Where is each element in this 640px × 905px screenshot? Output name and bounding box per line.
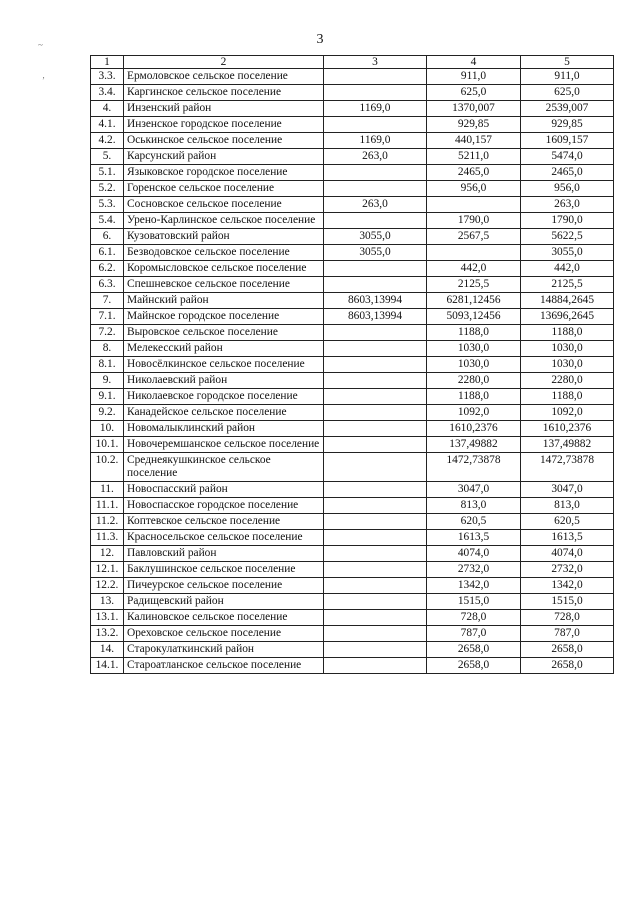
- column-3-value: 3055,0: [324, 229, 427, 245]
- municipality-name: Безводовское сельское поселение: [124, 245, 324, 261]
- row-number: 5.4.: [91, 213, 124, 229]
- table-row: [91, 229, 614, 245]
- column-4-value: 1613,5: [427, 530, 521, 546]
- column-5-total: 1610,2376: [521, 421, 614, 437]
- column-4-value: [427, 245, 521, 261]
- column-3-value: [324, 421, 427, 437]
- municipality-name: Карсунский район: [124, 149, 324, 165]
- row-number: 12.2.: [91, 578, 124, 594]
- municipality-name: Инзенское городское поселение: [124, 117, 324, 133]
- column-3-value: [324, 642, 427, 658]
- row-number: 8.1.: [91, 357, 124, 373]
- column-4-value: 137,49882: [427, 437, 521, 453]
- municipality-name: Баклушинское сельское поселение: [124, 562, 324, 578]
- municipality-name: Коптевское сельское поселение: [124, 514, 324, 530]
- row-number: 10.1.: [91, 437, 124, 453]
- column-3-value: [324, 405, 427, 421]
- column-5-total: 1790,0: [521, 213, 614, 229]
- column-5-total: 2280,0: [521, 373, 614, 389]
- column-5-total: 2465,0: [521, 165, 614, 181]
- table-row: [91, 562, 614, 578]
- column-4-value: 1370,007: [427, 101, 521, 117]
- column-3-value: 263,0: [324, 197, 427, 213]
- column-3-value: [324, 530, 427, 546]
- column-3-value: [324, 373, 427, 389]
- column-5-total: 3047,0: [521, 482, 614, 498]
- table-row: [91, 610, 614, 626]
- column-5-total: 1613,5: [521, 530, 614, 546]
- row-number: 9.2.: [91, 405, 124, 421]
- table-row: [91, 373, 614, 389]
- column-5-total: 1342,0: [521, 578, 614, 594]
- column-4-value: 620,5: [427, 514, 521, 530]
- column-5-total: 1609,157: [521, 133, 614, 149]
- column-4-value: 1030,0: [427, 357, 521, 373]
- municipality-name: Староатланское сельское поселение: [124, 658, 324, 674]
- table-row: [91, 325, 614, 341]
- column-3-value: 263,0: [324, 149, 427, 165]
- row-number: 7.2.: [91, 325, 124, 341]
- table-row: [91, 245, 614, 261]
- column-4-value: 2465,0: [427, 165, 521, 181]
- column-4-value: 1188,0: [427, 325, 521, 341]
- column-4-value: 956,0: [427, 181, 521, 197]
- column-3-value: [324, 69, 427, 85]
- column-3-value: [324, 453, 427, 482]
- column-4-value: 929,85: [427, 117, 521, 133]
- column-4-value: 2658,0: [427, 658, 521, 674]
- column-4-value: 2732,0: [427, 562, 521, 578]
- column-4-value: 625,0: [427, 85, 521, 101]
- column-5-total: 929,85: [521, 117, 614, 133]
- municipality-name: Ореховское сельское поселение: [124, 626, 324, 642]
- table-row: [91, 578, 614, 594]
- column-4-value: 1030,0: [427, 341, 521, 357]
- municipality-name: Канадейское сельское поселение: [124, 405, 324, 421]
- column-4-value: 728,0: [427, 610, 521, 626]
- column-3-value: 8603,13994: [324, 309, 427, 325]
- table-row: [91, 293, 614, 309]
- column-4-value: 2567,5: [427, 229, 521, 245]
- column-4-value: 1092,0: [427, 405, 521, 421]
- table-row: [91, 658, 614, 674]
- row-number: 5.: [91, 149, 124, 165]
- header-cell: 3: [324, 56, 427, 69]
- row-number: 10.2.: [91, 453, 124, 482]
- row-number: 6.2.: [91, 261, 124, 277]
- table-row: [91, 69, 614, 85]
- municipality-name: Кузоватовский район: [124, 229, 324, 245]
- header-cell: 1: [91, 56, 124, 69]
- municipality-name: Урено-Карлинское сельское поселение: [124, 213, 324, 229]
- table-row: [91, 642, 614, 658]
- row-number: 4.2.: [91, 133, 124, 149]
- table-row: [91, 437, 614, 453]
- table-row: [91, 514, 614, 530]
- column-5-total: 1188,0: [521, 325, 614, 341]
- municipality-name: Красносельское сельское поселение: [124, 530, 324, 546]
- table-row: [91, 594, 614, 610]
- municipality-name: Павловский район: [124, 546, 324, 562]
- row-number: 14.1.: [91, 658, 124, 674]
- row-number: 5.3.: [91, 197, 124, 213]
- municipality-name: Языковское городское поселение: [124, 165, 324, 181]
- column-3-value: 1169,0: [324, 101, 427, 117]
- table-row: [91, 626, 614, 642]
- column-4-value: 2658,0: [427, 642, 521, 658]
- column-4-value: 442,0: [427, 261, 521, 277]
- table-row: [91, 389, 614, 405]
- column-4-value: 1472,73878: [427, 453, 521, 482]
- municipality-name: Радищевский район: [124, 594, 324, 610]
- row-number: 6.1.: [91, 245, 124, 261]
- row-number: 6.: [91, 229, 124, 245]
- table-row: [91, 357, 614, 373]
- column-4-value: 3047,0: [427, 482, 521, 498]
- column-5-total: 2732,0: [521, 562, 614, 578]
- column-3-value: [324, 213, 427, 229]
- column-5-total: 5474,0: [521, 149, 614, 165]
- row-number: 11.2.: [91, 514, 124, 530]
- municipality-name: Горенское сельское поселение: [124, 181, 324, 197]
- column-3-value: [324, 181, 427, 197]
- column-5-total: 2125,5: [521, 277, 614, 293]
- column-4-value: 440,157: [427, 133, 521, 149]
- column-4-value: 2125,5: [427, 277, 521, 293]
- row-number: 7.1.: [91, 309, 124, 325]
- column-5-total: 1515,0: [521, 594, 614, 610]
- municipality-name: Спешневское сельское поселение: [124, 277, 324, 293]
- row-number: 11.3.: [91, 530, 124, 546]
- row-number: 4.1.: [91, 117, 124, 133]
- table-row: [91, 453, 614, 482]
- table-row: [91, 277, 614, 293]
- municipality-name: Новоспасский район: [124, 482, 324, 498]
- row-number: 3.3.: [91, 69, 124, 85]
- table-row: [91, 133, 614, 149]
- column-4-value: 911,0: [427, 69, 521, 85]
- table-row: [91, 405, 614, 421]
- row-number: 12.1.: [91, 562, 124, 578]
- column-5-total: 442,0: [521, 261, 614, 277]
- municipality-name: Выровское сельское поселение: [124, 325, 324, 341]
- margin-mark: ‚: [42, 70, 45, 80]
- municipality-name: Майнский район: [124, 293, 324, 309]
- table-row: [91, 546, 614, 562]
- municipality-name: Коромысловское сельское поселение: [124, 261, 324, 277]
- column-3-value: [324, 277, 427, 293]
- column-5-total: 2539,007: [521, 101, 614, 117]
- table-row: [91, 309, 614, 325]
- column-5-total: 3055,0: [521, 245, 614, 261]
- column-3-value: [324, 546, 427, 562]
- column-3-value: [324, 482, 427, 498]
- page-number: 3: [316, 32, 324, 47]
- column-5-total: 620,5: [521, 514, 614, 530]
- column-3-value: [324, 437, 427, 453]
- table-row: [91, 165, 614, 181]
- municipality-name: Новомалыклинский район: [124, 421, 324, 437]
- row-number: 5.2.: [91, 181, 124, 197]
- row-number: 13.: [91, 594, 124, 610]
- municipality-name: Ермоловское сельское поселение: [124, 69, 324, 85]
- column-5-total: 1092,0: [521, 405, 614, 421]
- row-number: 10.: [91, 421, 124, 437]
- row-number: 9.1.: [91, 389, 124, 405]
- column-3-value: 3055,0: [324, 245, 427, 261]
- column-3-value: [324, 514, 427, 530]
- column-3-value: [324, 626, 427, 642]
- column-4-value: 1188,0: [427, 389, 521, 405]
- municipality-name: Мелекесский район: [124, 341, 324, 357]
- row-number: 7.: [91, 293, 124, 309]
- table-row: [91, 101, 614, 117]
- row-number: 8.: [91, 341, 124, 357]
- column-3-value: [324, 498, 427, 514]
- table-row: [91, 85, 614, 101]
- column-3-value: [324, 341, 427, 357]
- column-5-total: 956,0: [521, 181, 614, 197]
- row-number: 13.1.: [91, 610, 124, 626]
- municipality-name: Майнское городское поселение: [124, 309, 324, 325]
- municipality-name: Старокулаткинский район: [124, 642, 324, 658]
- row-number: 11.: [91, 482, 124, 498]
- column-3-value: [324, 325, 427, 341]
- column-5-total: 787,0: [521, 626, 614, 642]
- table-row: [91, 181, 614, 197]
- row-number: 5.1.: [91, 165, 124, 181]
- column-5-total: 2658,0: [521, 642, 614, 658]
- table-row: [91, 482, 614, 498]
- column-5-total: 728,0: [521, 610, 614, 626]
- table-row: [91, 341, 614, 357]
- column-5-total: 5622,5: [521, 229, 614, 245]
- column-5-total: 625,0: [521, 85, 614, 101]
- column-4-value: 813,0: [427, 498, 521, 514]
- row-number: 11.1.: [91, 498, 124, 514]
- column-3-value: [324, 357, 427, 373]
- row-number: 9.: [91, 373, 124, 389]
- column-4-value: [427, 197, 521, 213]
- table-row: [91, 498, 614, 514]
- column-3-value: [324, 389, 427, 405]
- municipality-name: Николаевское городское поселение: [124, 389, 324, 405]
- row-number: 4.: [91, 101, 124, 117]
- table-row: [91, 197, 614, 213]
- row-number: 3.4.: [91, 85, 124, 101]
- municipality-name: Новочеремшанское сельское поселение: [124, 437, 324, 453]
- column-3-value: [324, 610, 427, 626]
- column-3-value: [324, 562, 427, 578]
- row-number: 6.3.: [91, 277, 124, 293]
- municipality-name: Новосёлкинское сельское поселение: [124, 357, 324, 373]
- column-3-value: [324, 165, 427, 181]
- municipality-name: Инзенский район: [124, 101, 324, 117]
- municipality-name: Каргинское сельское поселение: [124, 85, 324, 101]
- column-5-total: 2658,0: [521, 658, 614, 674]
- municipality-name: Сосновское сельское поселение: [124, 197, 324, 213]
- column-3-value: [324, 658, 427, 674]
- column-4-value: 5211,0: [427, 149, 521, 165]
- municipality-name: Среднеякушкинское сельское поселение: [124, 453, 324, 482]
- column-4-value: 6281,12456: [427, 293, 521, 309]
- column-5-total: 813,0: [521, 498, 614, 514]
- column-4-value: 5093,12456: [427, 309, 521, 325]
- header-cell: 2: [124, 56, 324, 69]
- column-5-total: 911,0: [521, 69, 614, 85]
- column-4-value: 1515,0: [427, 594, 521, 610]
- municipality-name: Калиновское сельское поселение: [124, 610, 324, 626]
- row-number: 14.: [91, 642, 124, 658]
- municipality-name: Пичеурское сельское поселение: [124, 578, 324, 594]
- row-number: 12.: [91, 546, 124, 562]
- column-4-value: 4074,0: [427, 546, 521, 562]
- column-3-value: [324, 578, 427, 594]
- column-5-total: 1188,0: [521, 389, 614, 405]
- table-row: [91, 530, 614, 546]
- municipality-name: Оськинское сельское поселение: [124, 133, 324, 149]
- header-cell: 4: [427, 56, 521, 69]
- column-5-total: 1030,0: [521, 357, 614, 373]
- column-3-value: [324, 117, 427, 133]
- column-4-value: 2280,0: [427, 373, 521, 389]
- column-4-value: 1342,0: [427, 578, 521, 594]
- column-5-total: 13696,2645: [521, 309, 614, 325]
- header-cell: 5: [521, 56, 614, 69]
- column-number-header-row: [91, 56, 614, 69]
- column-5-total: 4074,0: [521, 546, 614, 562]
- column-4-value: 1610,2376: [427, 421, 521, 437]
- column-5-total: 1472,73878: [521, 453, 614, 482]
- column-4-value: 787,0: [427, 626, 521, 642]
- column-3-value: [324, 85, 427, 101]
- column-5-total: 137,49882: [521, 437, 614, 453]
- table-row: [91, 149, 614, 165]
- column-3-value: [324, 594, 427, 610]
- table-row: [91, 261, 614, 277]
- budget-distribution-table: [90, 55, 614, 674]
- row-number: 13.2.: [91, 626, 124, 642]
- table-row: [91, 421, 614, 437]
- column-4-value: 1790,0: [427, 213, 521, 229]
- column-5-total: 14884,2645: [521, 293, 614, 309]
- column-3-value: [324, 261, 427, 277]
- column-5-total: 263,0: [521, 197, 614, 213]
- column-3-value: 1169,0: [324, 133, 427, 149]
- municipality-name: Новоспасское городское поселение: [124, 498, 324, 514]
- table-row: [91, 117, 614, 133]
- column-5-total: 1030,0: [521, 341, 614, 357]
- margin-mark: ~: [38, 40, 43, 50]
- table-row: [91, 213, 614, 229]
- municipality-name: Николаевский район: [124, 373, 324, 389]
- column-3-value: 8603,13994: [324, 293, 427, 309]
